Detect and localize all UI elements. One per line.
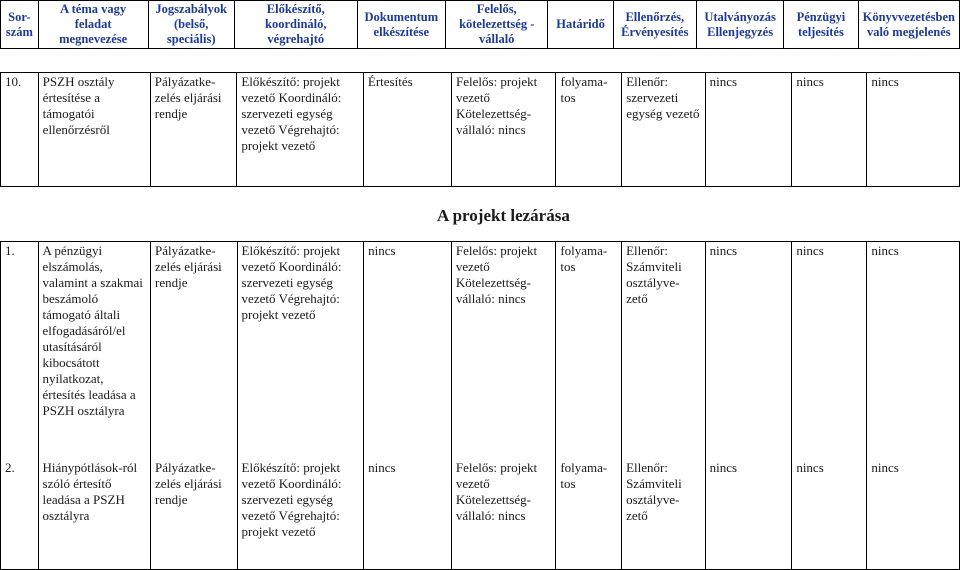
cell-auth: nincs: [705, 73, 792, 187]
header-fin: Pénzügyi teljesítés: [784, 1, 858, 49]
cell-task: Hiánypótlások-ról szóló értesítő leadása a PSZH osztályra: [38, 459, 150, 570]
table-row: [1, 242, 960, 460]
header-resp: Felelős, kötelezettség - vállaló: [446, 1, 548, 49]
header-sorszam: Sor- szám: [1, 1, 39, 49]
header-deadline: Határidő: [548, 1, 613, 49]
cell-resp: Felelős: projekt vezető Kötelezettség-vállaló: nincs: [452, 73, 556, 187]
table-row: [1, 459, 960, 570]
cell-resp: Felelős: projekt vezető Kötelezettség-vállaló: nincs: [451, 242, 555, 460]
cell-fin: nincs: [792, 242, 867, 460]
cell-law: Pályázatke-zelés eljárási rendje: [150, 73, 237, 187]
cell-book: nincs: [867, 242, 960, 460]
header-doc: Dokumentum elkészítése: [357, 1, 445, 49]
header-book: Könyvvezetésben való megjelenés: [858, 1, 959, 49]
cell-prep: Előkészítő: projekt vezető Koordináló: szervezeti egység vezető Végrehajtó: projekt vezető: [237, 242, 364, 460]
header-check: Ellenőrzés, Érvényesítés: [613, 1, 696, 49]
header-auth: Utalványozás Ellenjegyzés: [696, 1, 783, 49]
cell-check: Ellenőr: Számviteli osztályve-zető: [622, 459, 706, 570]
cell-auth: nincs: [705, 242, 792, 460]
section-heading: A projekt lezárása: [437, 206, 570, 225]
header-law: Jogszabályok (belső, speciális): [148, 1, 234, 49]
header-table: [0, 0, 960, 49]
cell-law: Pályázatke-zelés eljárási rendje: [150, 459, 237, 570]
cell-fin: nincs: [792, 459, 867, 570]
cell-task: PSZH osztály értesítése a támogatói ellenőrzésről: [38, 73, 150, 187]
cell-num: 2.: [1, 459, 39, 570]
cell-doc: nincs: [364, 459, 452, 570]
cell-auth: nincs: [705, 459, 792, 570]
cell-num: 10.: [1, 73, 39, 187]
closing-table: [0, 241, 960, 570]
cell-doc: nincs: [364, 242, 452, 460]
header-task: A téma vagy feladat megnevezése: [38, 1, 148, 49]
header-prep: Előkészítő, koordináló, végrehajtó: [234, 1, 357, 49]
header-row: [1, 1, 960, 49]
cell-check: Ellenőr: szervezeti egység vezető: [622, 73, 705, 187]
cell-task: A pénzügyi elszámolás, valamint a szakmai beszámoló támogató általi elfogadásáról/el utasításáról kibocsátott nyilatkozat, értesítés leadása a PSZH osztályra: [38, 242, 150, 460]
cell-deadline: folyama-tos: [556, 73, 622, 187]
cell-fin: nincs: [792, 73, 867, 187]
cell-book: nincs: [867, 73, 960, 187]
cell-prep: Előkészítő: projekt vezető Koordináló: szervezeti egység vezető Végrehajtó: projekt vezető: [237, 459, 364, 570]
cell-doc: Értesítés: [363, 73, 451, 187]
cell-resp: Felelős: projekt vezető Kötelezettség-vállaló: nincs: [451, 459, 555, 570]
cell-law: Pályázatke-zelés eljárási rendje: [150, 242, 237, 460]
cell-book: nincs: [867, 459, 960, 570]
cell-check: Ellenőr: Számviteli osztályve-zető: [622, 242, 706, 460]
cell-deadline: folyama-tos: [556, 459, 622, 570]
row-10-table: [0, 72, 960, 187]
table-row: [1, 73, 960, 187]
cell-prep: Előkészítő: projekt vezető Koordináló: szervezeti egység vezető Végrehajtó: projekt vezető: [237, 73, 364, 187]
cell-num: 1.: [1, 242, 39, 460]
cell-deadline: folyama-tos: [556, 242, 622, 460]
